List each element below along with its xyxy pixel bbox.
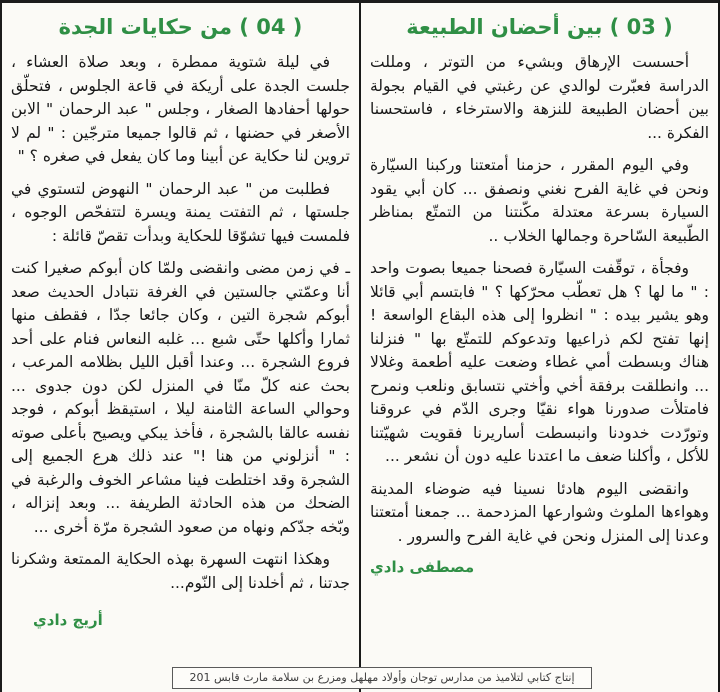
two-column-layout (2, 3, 718, 692)
section-04-title: ( 04 ) من حكايات الجدة (58, 15, 303, 39)
author-signature-arij-dadi: أريج دادي (33, 611, 103, 629)
paragraph: وفي اليوم المقرر ، حزمنا أمتعتنا وركبنا السيّارة ونحن في غاية الفرح نغني ونصفق ... كان أبي يقود السيارة بسرعة معتدلة مكّنتنا من التمتّع بمناظر الطّبيعة السّاحرة وجمالها الخلاب .. (370, 156, 709, 245)
paragraph: وانقضى اليوم هادئا نسينا فيه ضوضاء المدينة وهواءها الملوث وشوارعها المزدحمة ... جمعنا أمتعتنا وعدنا إلى المنزل ونحن في غاية الفرح والسرور . (370, 479, 709, 545)
paragraph: وفجأة ، توقّفت السيّارة فصحنا جميعا بصوت واحد : " ما لها ؟ هل تعطّب محرّكها ؟ " فابتسم أبي قائلا وهو يشير بيده : " انظروا إلى هذه البقاع الواسعة ! إنها تفتح لكم ذراعيها وتدعوكم للتمتّع بها " فنزلنا هناك وبسطت أمي غطاء وضعت عليه أطعمة وغلالا ... وانطلقت برفقة أخي وأختي نتسابق ونلعب ونمرح فامتلأت صدورنا هواء نقيّا وجرى الدّم في عروقنا وتورّدت خدودنا وانبسطت أساريرنا فقويت شهيّتنا للأكل ، وأكلنا ضعف ما اعتدنا عليه دون أن نشعر ... (370, 259, 709, 465)
section-nature-embrace (361, 3, 718, 692)
column-divider (359, 3, 361, 692)
paragraph: أحسست الإرهاق وبشيء من التوتر ، ومللت الدراسة فعبّرت لوالدي عن رغبتي في القيام بجولة بين أحضان الطبيعة للنزهة والاسترخاء ، فاستحسنا الفكرة ... (370, 53, 709, 142)
section-03-title: ( 03 ) بين أحضان الطبيعة (406, 15, 673, 39)
paragraph: ـ في زمن مضى وانقضى ولمّا كان أبوكم صغيرا كنت أنا وعمّتي جالستين في الغرفة نتبادل الحديث صعد أبوكم شجرة التين ، وكان جائعا جدّا ، فقطف منها ثمارا وأكلها حتّى شبع ... غلبه النعاس فنام على أحد فروع الشجرة ... وعندا أقبل الليل بظلامه المرعب ، بحث عنه كلّ منّا في المنزل لكن دون جدوى ... وحوالي الساعة الثامنة ليلا ، استيقظ أبوكم ، فوجد نفسه عالقا بالشجرة ، فأخذ يبكي ويصيح بأعلى صوته : " أنزلوني من هنا !" عند ذلك هرع الجميع إلى الشجرة وقد اختلطت فينا مشاعر الخوف والرغبة في الضحك من هذه الحادثة الطريفة ... وبعد إنزاله ، وبّخه جدّكم ونهاه من صعود الشجرة مرّة أخرى ... (11, 259, 350, 536)
paragraph: وهكذا انتهت السهرة بهذه الحكاية الممتعة وشكرنا جدتنا ، ثم أخلدنا إلى النّوم... (11, 550, 350, 592)
paragraph: فطلبت من " عبد الرحمان " النهوض لتستوي في جلستها ، ثم التفتت يمنة ويسرة لتتفحّص الوجوه ، فلمست فيها تشوّقا للحكاية وبدأت تقصّ قائلة : (11, 179, 350, 245)
section-grandmother-tales (2, 3, 359, 692)
author-signature-mustapha-dadi: مصطفى دادي (370, 558, 475, 576)
paragraph: في ليلة شتوية ممطرة ، وبعد صلاة العشاء ، جلست الجدة على أريكة في قاعة الجلوس ، فتحلّق حولها أحفادها الصغار ، وجلس " عبد الرحمان " الابن الأصغر في حضنها ، ثم قالوا جميعا مترجّين : " لم لا تروين لنا حكاية عن أبينا وما كان يفعل في صغره ؟ " (11, 53, 350, 165)
footer-caption-box: إنتاج كتابي لتلاميذ من مدارس توجان وأولاد مهلهل ومزرع بن سلامة مارث قابس 201 (172, 667, 592, 689)
